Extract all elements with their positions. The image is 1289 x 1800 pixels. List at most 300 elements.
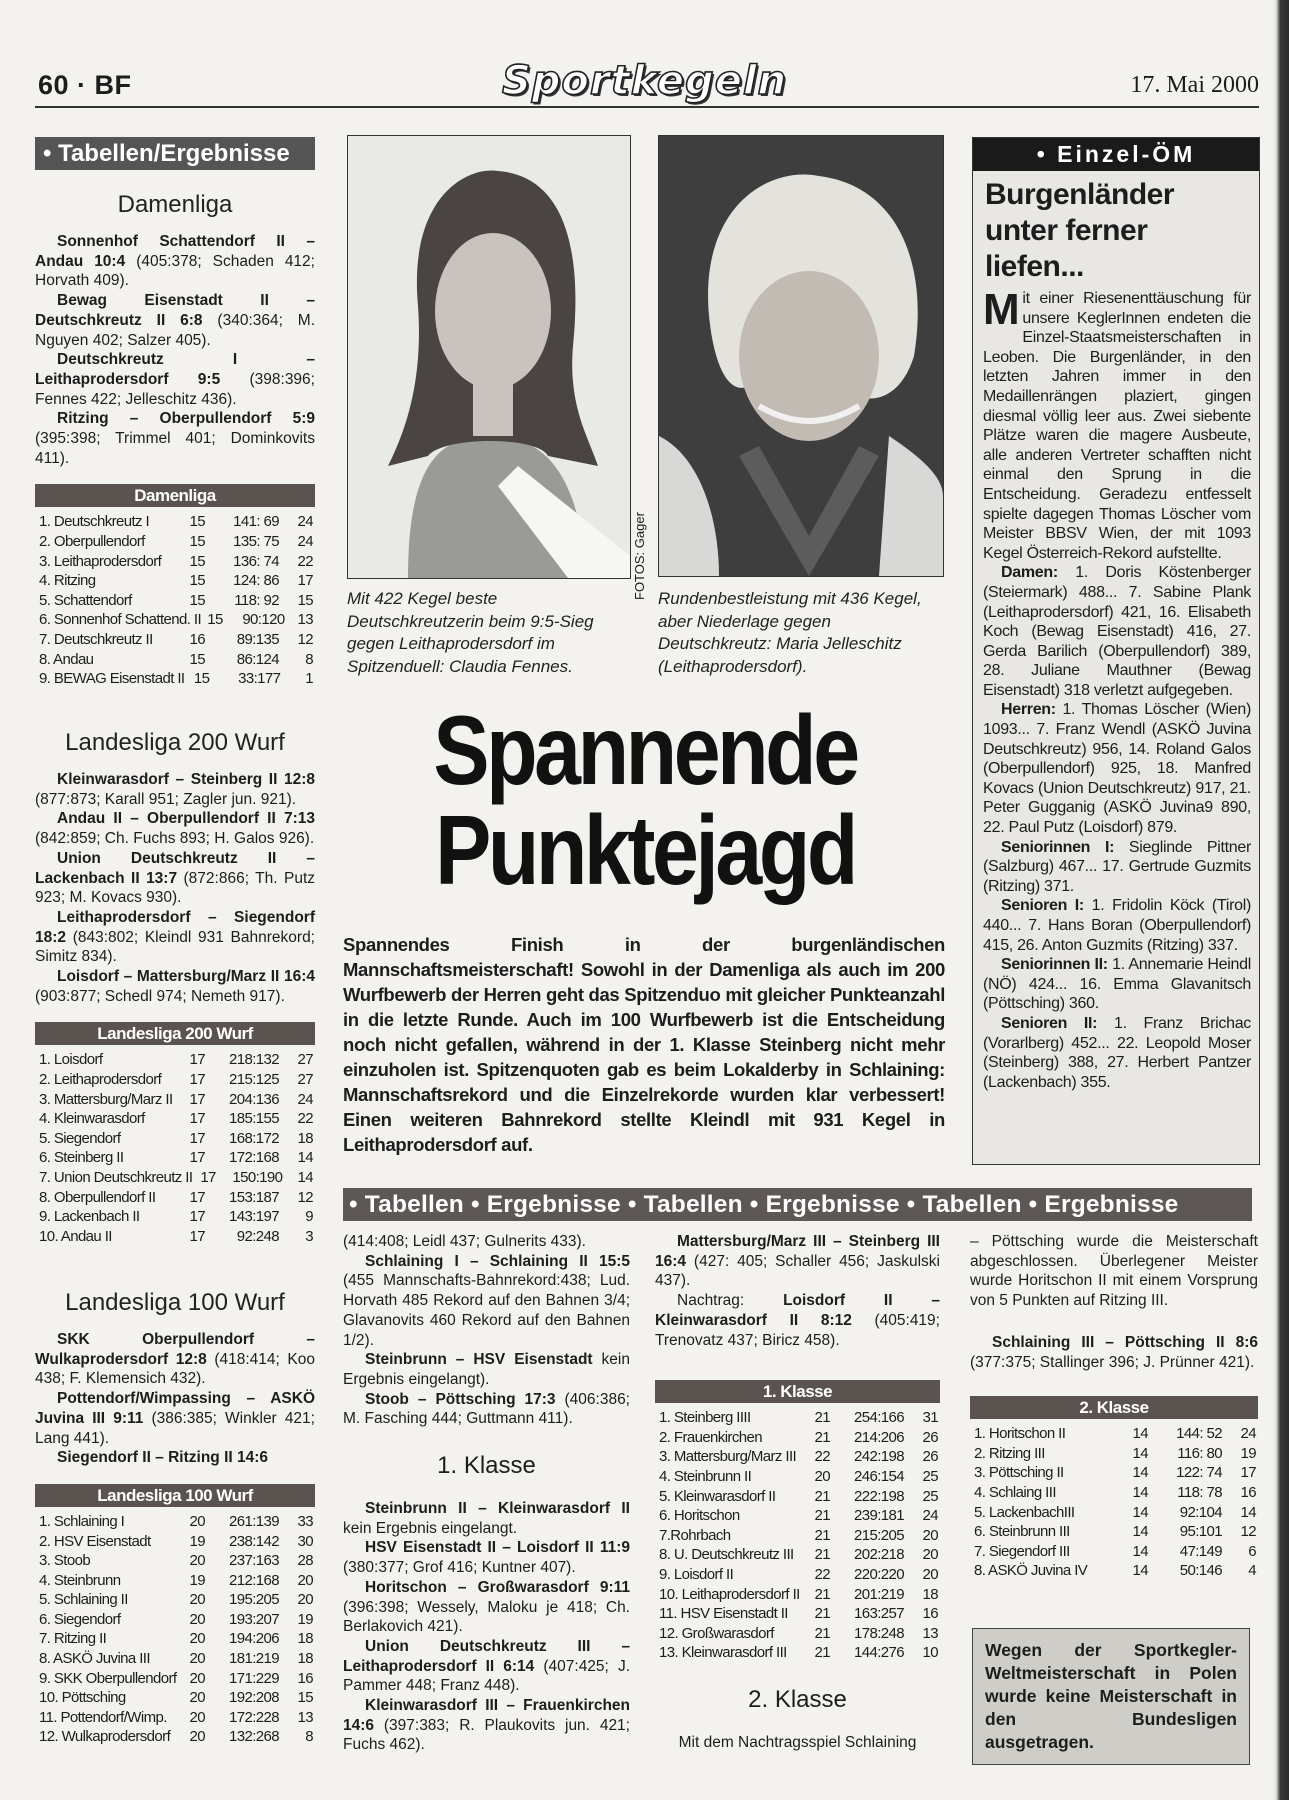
points: 27 xyxy=(297,1071,313,1089)
games-played: 21 xyxy=(814,1507,830,1525)
pins-score: 237:163 xyxy=(228,1552,279,1570)
photo-credit: FOTOS: Gager xyxy=(632,512,647,600)
result-details: (340:364; M. Nguyen 402; Salzer 405). xyxy=(35,311,316,349)
points: 20 xyxy=(297,1571,313,1589)
result-details: (396:398; Wessely, Maloku je 418; Ch. Berlakovich 421). xyxy=(343,1598,630,1636)
points: 17 xyxy=(297,572,313,590)
games-played: 14 xyxy=(1132,1523,1148,1541)
table-row xyxy=(35,1512,315,1532)
table-row xyxy=(35,1610,315,1630)
table-row xyxy=(35,610,315,630)
article-lead: Spannendes Finish in der burgenländischen Mannschaftsmeisterschaft! Sowohl in der Damenliga als auch im 200 Wurfbewerb der Herren geht das Spitzenduo mit gleicher Punkteanzahl in die letzte Runde. Auch im 100 Wurfbewerb ist die Entscheidung noch nicht gefallen, während in der 1. Klasse Steinberg nicht mehr einzuholen ist. Spitzenquoten gab es beim Lokalderby in Schlaining: Mannschaftsrekord und die Einzelrekorde wurden klar verbessert! Einen weiteren Bahnrekord stellte Kleindl mit 931 Kegel in Leithaprodersdorf auf. xyxy=(343,934,945,1155)
table-row xyxy=(35,1727,315,1747)
photo-claudia-fennes xyxy=(347,135,631,579)
games-played: 20 xyxy=(189,1650,205,1668)
team-name: 9. Lackenbach II xyxy=(39,1208,140,1226)
table-row xyxy=(970,1503,1258,1523)
points: 12 xyxy=(297,1188,313,1206)
games-played: 20 xyxy=(814,1468,830,1485)
result-teams-score: HSV Eisenstadt II – Loisdorf II 11:9 xyxy=(365,1539,630,1557)
result-details: – Pöttsching wurde die Meisterschaft abgeschlossen. Überlegener Meister wurde Horitschon II mit einem Vorsprung von 5 Punkten auf Ritzing III. xyxy=(970,1233,1258,1310)
points: 14 xyxy=(297,1169,313,1186)
result-prefix: Nachtrag: xyxy=(677,1292,784,1310)
einzel-category-results xyxy=(983,700,1251,837)
section-heading: 2. Klasse xyxy=(748,1685,847,1713)
page-edge-shadow xyxy=(1273,0,1289,1800)
team-name: 4. Steinbrunn xyxy=(39,1571,121,1589)
pins-score: 220:220 xyxy=(853,1565,904,1583)
team-name: 9. SKK Oberpullendorf xyxy=(39,1669,177,1687)
section-heading: Landesliga 200 Wurf xyxy=(65,729,285,756)
points: 28 xyxy=(297,1552,313,1570)
result-teams-score: Ritzing – Oberpullendorf 5:9 xyxy=(57,410,315,428)
points: 17 xyxy=(1240,1464,1256,1482)
pins-score: 172:228 xyxy=(228,1708,279,1726)
einzel-oem-box xyxy=(972,137,1260,1165)
team-name: 3. Leithaprodersdorf xyxy=(39,552,162,570)
team-name: 7. Deutschkreutz II xyxy=(39,631,153,648)
games-played: 17 xyxy=(189,1071,205,1089)
team-name: 1. Loisdorf xyxy=(39,1051,103,1069)
games-played: 21 xyxy=(814,1585,830,1603)
result-details: kein Ergebnis eingelangt. xyxy=(343,1519,518,1537)
pins-score: 135: 75 xyxy=(233,533,279,551)
category-label: Damen: xyxy=(1001,564,1058,582)
games-played: 17 xyxy=(189,1090,205,1108)
result-teams-score: Steinbrunn II – Kleinwarasdorf II xyxy=(365,1500,630,1518)
team-name: 2. Leithaprodersdorf xyxy=(39,1071,162,1089)
team-name: 9. Loisdorf II xyxy=(659,1565,734,1583)
table-row xyxy=(35,669,315,689)
left-kicker: • Tabellen/Ergebnisse xyxy=(35,137,315,170)
table-row xyxy=(655,1428,940,1448)
team-name: 1. Steinberg IIII xyxy=(659,1409,751,1427)
results-column-4 xyxy=(970,1232,1258,1581)
category-label: Senioren I: xyxy=(1001,897,1084,915)
games-played: 21 xyxy=(814,1644,830,1662)
match-result xyxy=(655,1232,940,1291)
games-played: 20 xyxy=(189,1610,205,1628)
points: 3 xyxy=(305,1227,313,1245)
standings-table xyxy=(35,1022,315,1246)
result-teams-score: Steinbrunn – HSV Eisenstadt xyxy=(365,1351,593,1369)
team-name: 7. Siegendorf III xyxy=(974,1542,1070,1560)
einzel-category-results xyxy=(983,955,1251,1014)
left-results-column xyxy=(35,137,315,170)
pins-score: 150:190 xyxy=(232,1169,283,1186)
result-teams-score: Deutschkreutz I – Leithaprodersdorf 9:5 xyxy=(35,351,315,388)
match-result xyxy=(35,809,315,848)
games-played: 14 xyxy=(1132,1562,1148,1580)
match-result xyxy=(35,1389,315,1448)
team-name: 1. Horitschon II xyxy=(974,1425,1066,1443)
team-name: 1. Schlaining I xyxy=(39,1512,125,1530)
team-name: 2. Oberpullendorf xyxy=(39,533,145,551)
pins-score: 193:207 xyxy=(228,1610,279,1628)
team-name: 5. LackenbachIII xyxy=(974,1503,1075,1521)
results-column-3 xyxy=(655,1232,940,1753)
result-details: (414:408; Leidl 437; Gulnerits 433). xyxy=(343,1233,586,1250)
points: 20 xyxy=(922,1546,938,1564)
pins-score: 86:124 xyxy=(236,650,279,668)
category-text: 1. Fridolin Köck (Tirol) 440... 7. Hans Boran (Oberpullendorf) 415, 26. Anton Guzmits (Ritzing) 337. xyxy=(983,897,1251,954)
result-teams-score: Siegendorf II – Ritzing II 14:6 xyxy=(57,1449,269,1467)
team-name: 11. HSV Eisenstadt II xyxy=(659,1605,788,1623)
table-row xyxy=(970,1444,1258,1464)
photo-caption-2: Rundenbestleistung mit 436 Kegel, aber Niederlage gegen Deutschkreutz: Maria Jelleschitz (Leithaprodersdorf). xyxy=(658,589,922,676)
match-result xyxy=(970,1333,1258,1372)
games-played: 17 xyxy=(189,1149,205,1167)
games-played: 21 xyxy=(814,1605,830,1623)
table-row xyxy=(35,1129,315,1149)
games-played: 21 xyxy=(814,1624,830,1642)
standings-table xyxy=(35,1484,315,1747)
result-teams-score: Loisdorf – Mattersburg/Marz II 16:4 xyxy=(57,968,315,986)
result-teams-score: Schlaining I – Schlaining II 15:5 xyxy=(365,1252,630,1270)
match-result xyxy=(35,350,315,409)
pins-score: 89:135 xyxy=(236,631,279,648)
pins-score: 202:218 xyxy=(853,1546,904,1564)
match-result xyxy=(343,1637,630,1696)
match-result xyxy=(35,1330,315,1389)
result-teams-score: Kleinwarasdorf – Steinberg II 12:8 xyxy=(57,771,315,788)
games-played: 19 xyxy=(189,1532,205,1550)
table-row xyxy=(655,1467,940,1487)
match-result xyxy=(35,409,315,468)
points: 16 xyxy=(922,1605,938,1623)
points: 15 xyxy=(297,591,313,609)
result-teams-score: Leithaprodersdorf – Siegendorf 18:2 xyxy=(35,908,315,946)
drop-cap: M xyxy=(983,285,1020,334)
points: 9 xyxy=(305,1208,313,1226)
article-headline xyxy=(330,695,960,905)
points: 20 xyxy=(922,1526,938,1544)
photo-maria-jelleschitz xyxy=(658,135,944,577)
games-played: 14 xyxy=(1132,1484,1148,1501)
games-played: 21 xyxy=(814,1546,830,1564)
section-landesliga-100 xyxy=(35,1288,315,1747)
result-teams-score: Mattersburg/Marz III – Steinberg III 16:4 xyxy=(655,1233,940,1270)
games-played: 21 xyxy=(814,1526,830,1544)
table-row xyxy=(655,1487,940,1507)
points: 13 xyxy=(297,611,313,629)
team-name: 5. Siegendorf xyxy=(39,1129,121,1147)
pins-score: 261:139 xyxy=(228,1512,279,1530)
games-played: 15 xyxy=(189,591,205,609)
points: 8 xyxy=(305,1728,313,1746)
result-teams-score: Bewag Eisenstadt II – Deutschkreutz II 6:8 xyxy=(35,292,315,329)
table-row xyxy=(970,1522,1258,1542)
points: 24 xyxy=(922,1507,938,1525)
points: 30 xyxy=(297,1532,313,1550)
match-result xyxy=(35,967,315,1006)
table-row xyxy=(970,1542,1258,1562)
pins-score: 116: 80 xyxy=(1177,1444,1222,1462)
einzel-intro-text: it einer Riesenenttäuschung für unsere KeglerInnen endeten die Einzel-Staatsmeisterschaften in Leoben. Die Burgenländer, in den letzten Jahren immer in den Medaillenrängen plaziert, gingen diesmal völlig leer aus. Zwei siebente Plätze waren die magere Ausbeute, alle anderen Vertreter schafften nicht einmal den Sprung in die Entscheidung. Geradezu entfesselt spielte dagegen Thomas Löscher vom Meister BBSV Wien, der mit 1093 Kegel Österreich-Rekord aufstellte. xyxy=(983,290,1251,562)
pins-score: 222:198 xyxy=(853,1487,904,1505)
table-row xyxy=(655,1526,940,1546)
table-row xyxy=(970,1424,1258,1444)
result-teams-score: Loisdorf II – Kleinwarasdorf II 8:12 xyxy=(655,1292,940,1329)
standings-table xyxy=(970,1396,1258,1581)
category-text: 1. Annemarie Heindl (NÖ) 424... 16. Emma Glavanitsch (Pöttsching) 360. xyxy=(983,956,1251,1013)
table-row xyxy=(35,571,315,591)
games-played: 21 xyxy=(814,1428,830,1446)
table-row xyxy=(35,1070,315,1090)
pins-score: 195:205 xyxy=(228,1591,279,1609)
games-played: 17 xyxy=(189,1208,205,1226)
table-title: Damenliga xyxy=(35,484,315,507)
games-played: 14 xyxy=(1132,1503,1148,1521)
pins-score: 90:120 xyxy=(242,611,285,629)
match-result xyxy=(343,1499,630,1538)
pins-score: 194:206 xyxy=(228,1630,279,1648)
points: 20 xyxy=(922,1565,938,1583)
pins-score: 214:206 xyxy=(853,1428,904,1446)
result-details: (386:385; Winkler 421; Lang 441). xyxy=(35,1409,315,1447)
pins-score: 172:168 xyxy=(228,1149,279,1167)
games-played: 20 xyxy=(189,1630,205,1648)
result-teams-score: Pottendorf/Wimpassing – ASKÖ Juvina III 9:11 xyxy=(35,1390,315,1427)
table-row xyxy=(35,1708,315,1728)
team-name: 2. HSV Eisenstadt xyxy=(39,1532,151,1550)
category-text: 1. Franz Brichac (Vorarlberg) 452... 22. Leopold Moser (Steinberg) 388, 27. Herbert Pantzer (Lackenbach) 355. xyxy=(983,1014,1251,1091)
table-row xyxy=(970,1483,1258,1503)
result-details: (405:419; Trenovatz 437; Biricz 458). xyxy=(655,1311,940,1349)
table-row xyxy=(655,1447,940,1467)
einzel-body xyxy=(983,285,1251,1092)
result-teams-score: Kleinwarasdorf III – Frauenkirchen 14:6 xyxy=(343,1697,630,1734)
games-played: 15 xyxy=(189,650,205,668)
portrait-image xyxy=(659,136,943,576)
team-name: 6. Steinberg II xyxy=(39,1149,124,1167)
result-details: (380:377; Grof 416; Kuntner 407). xyxy=(343,1559,576,1577)
table-row xyxy=(35,1590,315,1610)
einzel-category-results xyxy=(983,563,1251,700)
games-played: 20 xyxy=(189,1512,205,1530)
pins-score: 218:132 xyxy=(228,1051,279,1069)
points: 15 xyxy=(297,1689,313,1707)
games-played: 15 xyxy=(193,670,210,688)
match-result xyxy=(343,1696,630,1755)
points: 22 xyxy=(297,552,313,570)
table-row xyxy=(35,532,315,552)
team-name: 8. Oberpullendorf II xyxy=(39,1188,156,1206)
team-name: 4. Kleinwarasdorf xyxy=(39,1110,145,1128)
points: 25 xyxy=(922,1487,938,1505)
points: 18 xyxy=(922,1585,938,1603)
einzel-kicker: • Einzel-ÖM xyxy=(973,138,1259,171)
result-details: (843:802; Kleindl 931 Bahnrekord; Simitz 834). xyxy=(35,928,315,966)
team-name: 4. Steinbrunn II xyxy=(659,1468,752,1485)
table-row xyxy=(35,1688,315,1708)
photo-caption-1: Mit 422 Kegel beste Deutschkreutzerin beim 9:5-Sieg gegen Leithaprodersdorf im Spitzenduell: Claudia Fennes. xyxy=(347,589,594,676)
table-row xyxy=(970,1463,1258,1483)
table-row xyxy=(35,1207,315,1227)
team-name: 9. BEWAG Eisenstadt II xyxy=(39,670,185,688)
team-name: 4. Schlaing III xyxy=(974,1484,1056,1501)
table-row xyxy=(35,650,315,670)
table-row xyxy=(35,1669,315,1689)
pins-score: 215:125 xyxy=(228,1071,279,1089)
pins-score: 163:257 xyxy=(853,1605,904,1623)
games-played: 14 xyxy=(1132,1542,1148,1560)
pins-score: 132:268 xyxy=(228,1728,279,1746)
pins-score: 239:181 xyxy=(853,1507,904,1525)
result-details: (903:877; Schedl 974; Nemeth 917). xyxy=(35,987,285,1005)
pins-score: 238:142 xyxy=(228,1532,279,1550)
match-result xyxy=(35,232,315,291)
result-details: (877:873; Karall 951; Zagler jun. 921). xyxy=(35,790,297,808)
match-result xyxy=(35,849,315,908)
points: 16 xyxy=(297,1669,313,1687)
result-teams-score: Union Deutschkreutz II – Lackenbach II 13:7 xyxy=(35,849,315,887)
result-details: (418:414; Koo 438; F. Klemensich 432). xyxy=(35,1350,315,1388)
team-name: 6. Horitschon xyxy=(659,1507,740,1525)
points: 12 xyxy=(1240,1523,1256,1541)
team-name: 12. Großwarasdorf xyxy=(659,1624,774,1642)
table-row xyxy=(655,1506,940,1526)
result-teams-score: SKK Oberpullendorf – Wulkaprodersdorf 12:8 xyxy=(35,1331,315,1368)
pins-score: 144: 52 xyxy=(1176,1425,1222,1443)
table-row xyxy=(35,1148,315,1168)
headline-line-2: Punktejagd xyxy=(435,795,855,905)
result-details: (377:375; Stallinger 396; J. Prünner 421). xyxy=(970,1353,1255,1371)
result-details: (395:398; Trimmel 401; Dominkovits 411). xyxy=(35,430,315,467)
match-result: Mit dem Nachtragsspiel Schlaining xyxy=(678,1733,917,1751)
games-played: 14 xyxy=(1132,1444,1148,1462)
team-name: 3. Mattersburg/Marz II xyxy=(39,1090,173,1108)
team-name: 7. Union Deutschkreutz II xyxy=(39,1169,193,1186)
points: 18 xyxy=(297,1129,313,1147)
category-text: 1. Thomas Löscher (Wien) 1093... 7. Franz Wendl (ASKÖ Juvina Deutschkreutz) 956, 14. Roland Galos (Oberpullendorf) 925, 18. Manfred Kovacs (Union Deutschkreutz) 917, 21. Peter Gugganig (ASKÖ Juvina9 890, 22. Paul Putz (Loisdorf) 879. xyxy=(983,701,1251,837)
result-details: (407:425; J. Pammer 448; Franz 448). xyxy=(343,1657,630,1695)
table-row xyxy=(35,1188,315,1208)
table-row xyxy=(655,1565,940,1585)
result-details: (397:383; R. Plaukovits jun. 421; Fuchs 462). xyxy=(343,1716,630,1754)
section-damenliga xyxy=(35,190,315,689)
table-row xyxy=(35,1168,315,1188)
points: 19 xyxy=(1240,1444,1256,1462)
points: 4 xyxy=(1248,1562,1256,1580)
table-row xyxy=(970,1561,1258,1581)
points: 33 xyxy=(297,1512,313,1530)
result-details: (842:859; Ch. Fuchs 893; H. Galos 926). xyxy=(35,830,315,848)
pins-score: 118: 78 xyxy=(1177,1484,1222,1501)
team-name: 2. Frauenkirchen xyxy=(659,1428,762,1446)
einzel-category-results xyxy=(983,838,1251,897)
pins-score: 242:198 xyxy=(853,1448,904,1466)
games-played: 14 xyxy=(1132,1425,1148,1443)
games-played: 19 xyxy=(189,1571,205,1589)
table-row xyxy=(655,1408,940,1428)
match-result xyxy=(35,1448,315,1468)
pins-score: 136: 74 xyxy=(233,552,279,570)
points: 14 xyxy=(1240,1503,1256,1521)
table-row xyxy=(655,1643,940,1663)
team-name: 6. Sonnenhof Schattend. II xyxy=(39,611,202,629)
pins-score: 143:197 xyxy=(228,1208,279,1226)
table-row xyxy=(35,1551,315,1571)
points: 1 xyxy=(305,670,313,688)
match-result xyxy=(343,1538,630,1577)
points: 31 xyxy=(922,1409,938,1427)
team-name: 4. Ritzing xyxy=(39,572,96,590)
pins-score: 50:146 xyxy=(1179,1562,1222,1580)
pins-score: 141: 69 xyxy=(233,513,279,531)
team-name: 7.Rohrbach xyxy=(659,1526,731,1544)
pins-score: 185:155 xyxy=(228,1110,279,1128)
team-name: 6. Siegendorf xyxy=(39,1610,121,1628)
games-played: 21 xyxy=(814,1487,830,1505)
spacer xyxy=(970,1372,1258,1380)
games-played: 16 xyxy=(189,631,205,648)
header-rule xyxy=(35,106,1259,108)
pins-score: 124: 86 xyxy=(233,572,279,590)
category-text: Sieglinde Pittner (Salzburg) 467... 17. Gertrude Guzmits (Ritzing) 371. xyxy=(983,838,1251,895)
team-name: 5. Schattendorf xyxy=(39,591,132,609)
pins-score: 204:136 xyxy=(228,1090,279,1108)
pins-score: 171:229 xyxy=(228,1669,279,1687)
result-details: (872:866; Th. Putz 923; M. Kovacs 930). xyxy=(35,869,316,907)
games-played: 17 xyxy=(189,1129,205,1147)
pins-score: 33:177 xyxy=(238,670,281,688)
team-name: 10. Andau II xyxy=(39,1227,112,1245)
points: 25 xyxy=(922,1468,938,1485)
points: 24 xyxy=(297,533,313,551)
points: 26 xyxy=(922,1448,938,1466)
points: 19 xyxy=(297,1610,313,1628)
points: 22 xyxy=(297,1110,313,1128)
team-name: 3. Pöttsching II xyxy=(974,1464,1064,1482)
games-played: 20 xyxy=(189,1689,205,1707)
pins-score: 153:187 xyxy=(228,1188,279,1206)
tabellen-ergebnisse-banner: • Tabellen • Ergebnisse • Tabellen • Ergebnisse • Tabellen • Ergebnisse xyxy=(343,1188,1252,1221)
points: 13 xyxy=(922,1624,938,1642)
games-played: 17 xyxy=(189,1051,205,1069)
table-row xyxy=(35,591,315,611)
points: 12 xyxy=(297,631,313,648)
table-row xyxy=(35,1629,315,1649)
team-name: 5. Kleinwarasdorf II xyxy=(659,1487,776,1505)
pins-score: 246:154 xyxy=(853,1468,904,1485)
portrait-image xyxy=(348,136,630,578)
pins-score: 181:219 xyxy=(228,1650,279,1668)
category-text: 1. Doris Köstenberger (Steiermark) 488... 7. Sabine Plank (Leithaprodersdorf) 421, 16. Elisabeth Koch (Bewag Eisenstadt) 416, 27. Gerda Barilich (Oberpullendorf) 389, 28. Juliane Mauthner (Bewag Eisenstadt) 318 verletzt aufgegeben. xyxy=(983,564,1251,699)
result-teams-score: Sonnenhof Schattendorf II – Andau 10:4 xyxy=(35,233,315,270)
games-played: 15 xyxy=(189,572,205,590)
result-details: (406:386; M. Fasching 444; Guttmann 411). xyxy=(343,1390,630,1428)
result-teams-score: Stoob – Pöttsching 17:3 xyxy=(365,1390,556,1408)
table-row xyxy=(35,1649,315,1669)
games-played: 15 xyxy=(189,513,205,531)
einzel-intro xyxy=(983,285,1251,563)
games-played: 21 xyxy=(814,1409,830,1427)
match-result xyxy=(343,1578,630,1637)
category-label: Seniorinnen II: xyxy=(1001,956,1108,974)
spacer xyxy=(655,1350,940,1364)
headline-line-1: Spannende xyxy=(433,695,857,805)
points: 27 xyxy=(297,1051,313,1069)
result-teams-score: Union Deutschkreutz III – Leithaprodersdorf II 6:14 xyxy=(343,1637,630,1675)
games-played: 14 xyxy=(1132,1464,1148,1482)
team-name: 8. Andau xyxy=(39,650,94,668)
result-details: (455 Mannschafts-Bahnrekord:438; Lud. Horvath 485 Rekord auf den Bahnen 3/4; Glavanovits 460 Rekord auf den Bahnen 1/2). xyxy=(343,1272,630,1349)
table-row xyxy=(655,1545,940,1565)
points: 16 xyxy=(1240,1484,1256,1501)
table-row xyxy=(35,1109,315,1129)
team-name: 11. Pottendorf/Wimp. xyxy=(39,1708,167,1726)
